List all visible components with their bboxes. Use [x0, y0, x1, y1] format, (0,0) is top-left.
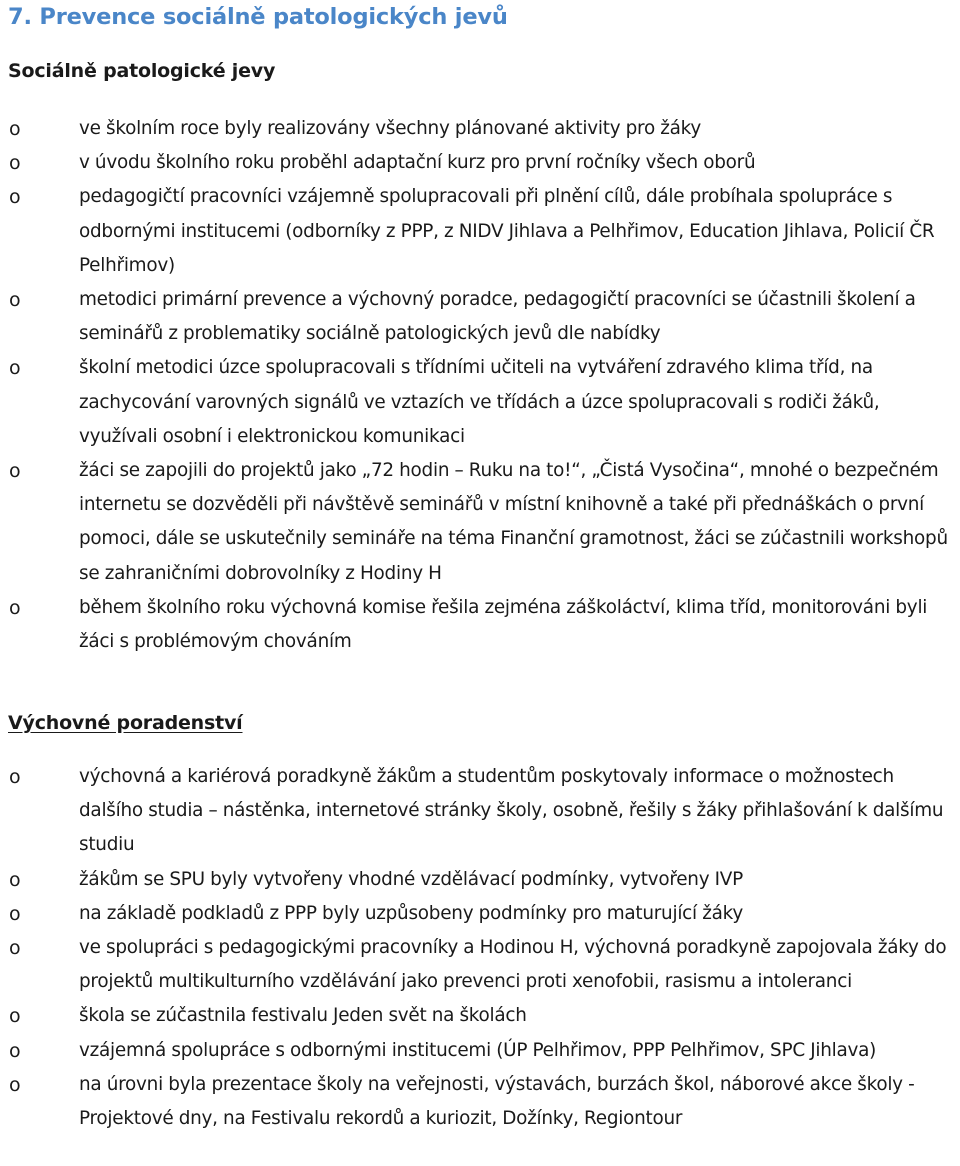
bullet-marker: o — [9, 937, 21, 960]
section-heading-educational-counseling: Výchovné poradenství — [8, 712, 243, 734]
bullet-list-educational-counseling — [0, 760, 960, 1136]
bullet-marker: o — [9, 1039, 21, 1062]
bullet-marker: o — [9, 766, 21, 788]
bullet-marker: o — [9, 1073, 21, 1096]
list-item-text: ve školním roce byly realizovány všechny plánované aktivity pro žáky — [79, 118, 702, 139]
list-item-text: během školního roku výchovná komise řešila zejména záškoláctví, klima tříd, monitorováni byli žáci s problémovým chováním — [79, 596, 928, 653]
list-item-text: metodici primární prevence a výchovný poradce, pedagogičtí pracovníci se účastnili školení a seminářů z problematiky sociálně patologických jevů dle nabídky — [79, 289, 916, 345]
bullet-marker: o — [9, 596, 21, 619]
list-item-text: škola se zúčastnila festivalu Jeden svět na školách — [79, 1005, 527, 1027]
bullet-list-socially-pathological — [0, 112, 960, 659]
list-item-text: pedagogičtí pracovníci vzájemně spolupracovali při plnění cílů, dále probíhala spolupráce s odbornými institucemi (odborníky z PPP, z NIDV Jihlava a Pelhřimov, Education Jihlava, Policií ČR Pelhřimov) — [79, 186, 935, 276]
page-title: 7. Prevence sociálně patologických jevů — [8, 4, 508, 30]
bullet-marker: o — [9, 1005, 21, 1028]
bullet-marker: o — [9, 902, 21, 925]
bullet-marker: o — [9, 357, 21, 380]
list-item — [0, 112, 960, 146]
bullet-marker: o — [9, 118, 21, 140]
list-item — [0, 454, 960, 591]
list-item — [0, 760, 960, 863]
list-item — [0, 1034, 960, 1068]
list-item — [0, 146, 960, 180]
list-item — [0, 591, 960, 659]
list-item-text: výchovná a kariérová poradkyně žákům a studentům poskytovaly informace o možnostech dalšího studia – nástěnka, internetové stránky školy, osobně, řešily s žáky přihlašování k dalšímu studiu — [79, 766, 944, 856]
list-item — [0, 180, 960, 283]
list-item — [0, 283, 960, 351]
section-heading-socially-pathological: Sociálně patologické jevy — [8, 60, 276, 82]
bullet-marker: o — [9, 186, 21, 209]
bullet-marker: o — [9, 289, 21, 312]
list-item-text: v úvodu školního roku proběhl adaptační kurz pro první ročníky všech oborů — [79, 152, 756, 174]
list-item — [0, 897, 960, 931]
list-item — [0, 1068, 960, 1136]
list-item-text: na základě podkladů z PPP byly uzpůsobeny podmínky pro maturující žáky — [79, 902, 744, 924]
list-item-text: žáci se zapojili do projektů jako „72 hodin – Ruku na to!“, „Čistá Vysočina“, mnohé o bezpečném internetu se dozvěděli při návštěvě seminářů v místní knihovně a také při přednáškách o první pomoci, dále se uskutečnily semináře na téma Finanční gramotnost, žáci se zúčastnili workshopů se zahraničními dobrovolníky z Hodiny H — [79, 460, 948, 584]
list-item-text: na úrovni byla prezentace školy na veřejnosti, výstavách, burzách škol, náborové akce školy - Projektové dny, na Festivalu rekordů a kuriozit, Dožínky, Regiontour — [79, 1073, 915, 1130]
bullet-marker: o — [9, 460, 21, 483]
list-item — [0, 999, 960, 1033]
list-item-text: vzájemná spolupráce s odbornými institucemi (ÚP Pelhřimov, PPP Pelhřimov, SPC Jihlava) — [79, 1039, 877, 1061]
list-item-text: žákům se SPU byly vytvořeny vhodné vzdělávací podmínky, vytvořeny IVP — [79, 868, 743, 890]
list-item-text: ve spolupráci s pedagogickými pracovníky a Hodinou H, výchovná poradkyně zapojovala žáky do projektů multikulturního vzdělávání jako prevenci proti xenofobii, rasismu a intoleranci — [79, 937, 947, 993]
list-item — [0, 931, 960, 999]
list-item-text: školní metodici úzce spolupracovali s třídními učiteli na vytváření zdravého klima tříd, na zachycování varovných signálů ve vztazích ve třídách a úzce spolupracovali s rodiči žáků, využívali osobní i elektronickou komunikaci — [79, 357, 880, 447]
list-item — [0, 863, 960, 897]
bullet-marker: o — [9, 868, 21, 891]
list-item — [0, 351, 960, 454]
bullet-marker: o — [9, 152, 21, 175]
